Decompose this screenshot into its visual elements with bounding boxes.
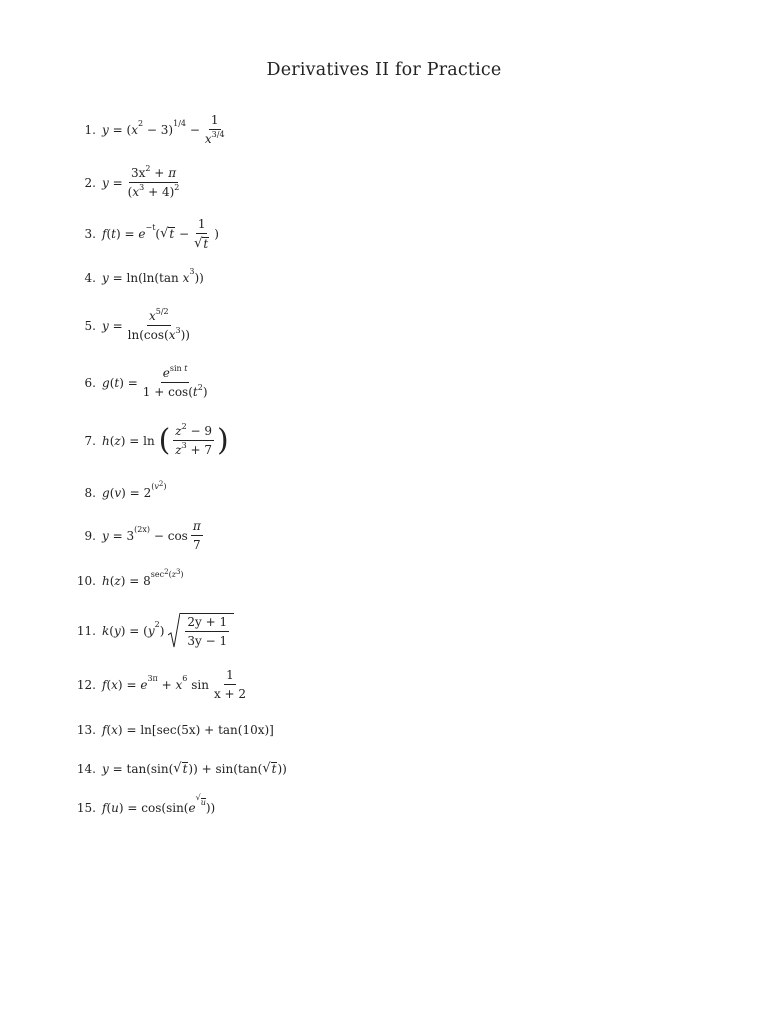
fraction: $\frac{1}{x + 2}$ — [213, 668, 247, 701]
problem-11 — [70, 601, 670, 661]
problem-number: 6. — [84, 376, 96, 390]
fraction: $\frac{\pi}{7}$ — [192, 519, 201, 552]
expression: k ( y ) = ( y $^2$ ) $\frac{2y + 1}{3y - 1}$ — [102, 613, 234, 649]
problem-number: 13. — [76, 723, 96, 737]
problem-number: 5. — [84, 319, 96, 333]
problem-number: 12. — [76, 678, 96, 692]
problem-number: 1. — [84, 123, 96, 137]
square-root: √ t — [262, 761, 277, 776]
fraction: $\frac{2y + 1}{3y - 1}$ — [187, 614, 228, 648]
problem-7 — [70, 411, 670, 471]
problem-number: 10. — [76, 574, 96, 588]
problem-5 — [70, 296, 670, 356]
problem-1 — [70, 100, 670, 160]
problem-6 — [70, 353, 670, 413]
square-root: √ t — [173, 761, 188, 776]
expression: g ( t ) = $\frac{e^{sin t}}{1 + \cos(t^2)}$ — [102, 364, 208, 399]
expression: y = $\frac{x^{5/2}}{\ln(\cos(x^3))}$ — [102, 307, 190, 342]
expression: h ( z ) = 8 $^{sec^2(z^3)}$ — [102, 568, 184, 588]
problem-number: 9. — [84, 529, 96, 543]
problem-number: 14. — [76, 762, 96, 776]
expression: y = ( x $^2$ − 3 ) $^{1/4}$ − $\frac{1}{x^{3/4}}$ — [102, 113, 225, 146]
problem-number: 4. — [84, 271, 96, 285]
expression: y = 3 $^{(2x)}$ − cos $\frac{\pi}{7}$ — [102, 519, 201, 552]
page-title: Derivatives II for Practice — [266, 60, 502, 80]
expression: f ( t ) = e $^{-t}$ ( √ t − 1 √ t ) — [102, 217, 219, 251]
fraction: $\frac{1}{x^{3/4}}$ — [204, 113, 225, 146]
expression: y = ln ( ln ( tan x $^3$ )) — [102, 267, 204, 285]
fraction: $\frac{x^{5/2}}{\ln(\cos(x^3))}$ — [127, 307, 190, 342]
expression: f ( x ) = ln [ sec(5x) + tan(10x) ] — [102, 723, 274, 737]
fraction: $\frac{z^2 - 9}{z^3 + 7}$ — [175, 422, 213, 457]
square-root — [168, 613, 234, 649]
expression: y = tan(sin( √ t )) + sin(tan( √ t )) — [102, 761, 287, 776]
square-root: √ t — [160, 226, 175, 241]
problem-number: 15. — [76, 801, 96, 815]
expression: f ( x ) = e $^{3\pi}$ + x $^6$ sin $\frac{1}{x + 2}$ — [102, 668, 247, 701]
fraction: $\frac{e^{sin t}}{1 + \cos(t^2)}$ — [142, 364, 208, 399]
fraction: 1 √ t — [194, 217, 209, 251]
problem-number: 8. — [84, 486, 96, 500]
problem-number: 2. — [84, 176, 96, 190]
expression: f ( u ) = cos(sin( e $^{√ u}$ )) — [102, 792, 216, 815]
expression: g ( v ) = 2 $^{(v^2)}$ — [102, 480, 167, 500]
problem-15 — [70, 778, 670, 838]
fraction: $\frac{3x^2 + \pi}{(x^3 + 4)^2}$ — [127, 164, 180, 199]
expression: y = $\frac{3x^2 + \pi}{(x^3 + 4)^2}$ — [102, 164, 180, 199]
problem-number: 11. — [76, 624, 96, 638]
problem-number: 3. — [84, 227, 96, 241]
expression: h ( z ) = ln ( $\frac{z^2 - 9}{z^3 + 7}$ ) — [102, 422, 229, 458]
problem-number: 7. — [84, 434, 96, 448]
